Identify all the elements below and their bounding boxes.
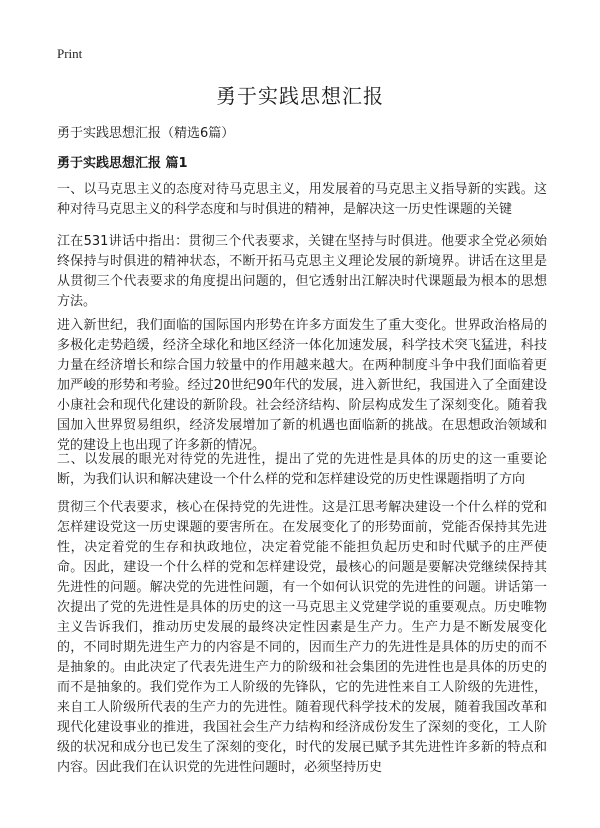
document-subtitle: 勇于实践思想汇报（精选6篇） [57, 126, 235, 141]
paragraph: 一、以马克思主义的态度对待马克思主义，用发展着的马克思主义指导新的实践。这种对待马克思主义的科学态度和与时俱进的精神，是解决这一历史性课题的关键 [57, 182, 547, 217]
page-title: 勇于实践思想汇报 [216, 84, 384, 108]
paragraph: 江在531讲话中指出：贯彻三个代表要求，关键在坚持与时俱进。他要求全党必须始终保持与时俱进的精神状态，不断开拓马克思主义理论发展的新境界。讲话在这里是从贯彻三个代表要求的角度提出问题的，但它透射出江解决时代课题最为根本的思想方法。 [57, 234, 547, 309]
print-link[interactable]: Print [57, 46, 83, 61]
paragraph: 二、以发展的眼光对待党的先进性，提出了党的先进性是具体的历史的这一重要论断，为我们认识和解决建设一个什么样的党和怎样建设党的历史性课题指明了方向 [57, 452, 547, 487]
paragraph: 贯彻三个代表要求，核心在保持党的先进性。这是江思考解决建设一个什么样的党和怎样建设党这一历史课题的要害所在。在发展变化了的形势面前，党能否保持其先进性，决定着党的生存和执政地位，决定着党能不能担负起历史和时代赋予的庄严使命。因此，建设一个什么样的党和怎样建设党，最核心的问题是要解决党继续保持其先进性的问题。解决党的先进性问题，有一个如何认识党的先进性的问题。讲话第一次提出了党的先进性是具体的历史的这一马克思主义党建学说的重要观点。历史唯物主义告诉我们，推动历史发展的最终决定性因素是生产力。生产力是不断发展变化的，不同时期先进生产力的内容是不同的，因而生产力的先进性是具体的历史的而不是抽象的。由此决定了代表先进生产力的阶级和社会集团的先进性也是具体的历史的而不是抽象的。我们党作为工人阶级的先锋队，它的先进性来自工人阶级的先进性，来自工人阶级所代表的生产力的先进性。随着现代科学技术的发展，随着我国改革和现代化建设事业的推进，我国社会生产力结构和经济成份发生了深刻的变化，工人阶级的状况和成分也已发生了深刻的变化，时代的发展已赋予其先进性许多新的特点和内容。因此我们在认识党的先进性问题时，必须坚持历史 [57, 500, 547, 775]
section-heading: 勇于实践思想汇报 篇1 [57, 156, 188, 171]
paragraph: 进入新世纪，我们面临的国际国内形势在许多方面发生了重大变化。世界政治格局的多极化走势趋缓，经济全球化和地区经济一体化加速发展，科学技术突飞猛进，科技力量在经济增长和综合国力较量中的作用越来越大。在两种制度斗争中我们面临着更加严峻的形势和考验。经过20世纪90年代的发展，进入新世纪，我国进入了全面建设小康社会和现代化建设的新阶段。社会经济结构、阶层构成发生了深刻变化。随着我国加入世界贸易组织，经济发展增加了新的机遇也面临新的挑战。在思想政治领域和党的建设上也出现了许多新的情况。 [57, 318, 547, 453]
